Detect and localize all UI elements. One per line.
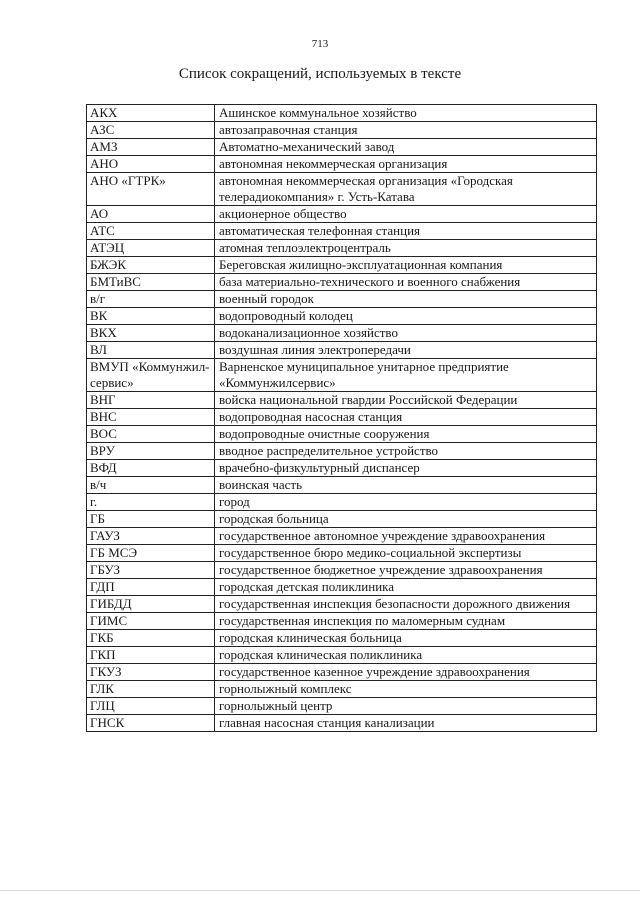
- abbreviation-definition: государственная инспекция безопасности дорожного движения: [215, 596, 597, 613]
- table-row: [87, 426, 597, 443]
- abbreviation-term: ВНС: [87, 409, 215, 426]
- abbreviation-term: ВМУП «Коммунжил-сервис»: [87, 359, 215, 392]
- abbreviation-term: ВК: [87, 308, 215, 325]
- abbreviation-definition: главная насосная станция канализации: [215, 715, 597, 732]
- abbreviation-definition: государственное казенное учреждение здравоохранения: [215, 664, 597, 681]
- abbreviation-definition: автоматическая телефонная станция: [215, 223, 597, 240]
- abbreviation-term: ГАУЗ: [87, 528, 215, 545]
- table-row: [87, 528, 597, 545]
- table-row: [87, 392, 597, 409]
- table-row: [87, 443, 597, 460]
- page-bottom-rule: [0, 890, 640, 891]
- table-row: [87, 630, 597, 647]
- abbreviation-term: АО: [87, 206, 215, 223]
- abbreviation-definition: государственное бюро медико-социальной экспертизы: [215, 545, 597, 562]
- abbreviation-definition: городская клиническая поликлиника: [215, 647, 597, 664]
- table-row: [87, 409, 597, 426]
- abbreviation-term: ГБУЗ: [87, 562, 215, 579]
- table-row: [87, 156, 597, 173]
- abbreviation-definition: воздушная линия электропередачи: [215, 342, 597, 359]
- abbreviation-term: ГЛЦ: [87, 698, 215, 715]
- table-row: [87, 596, 597, 613]
- abbreviation-term: ГКУЗ: [87, 664, 215, 681]
- table-row: [87, 206, 597, 223]
- abbreviation-term: в/г: [87, 291, 215, 308]
- table-row: [87, 291, 597, 308]
- abbreviation-term: ГКБ: [87, 630, 215, 647]
- abbreviation-term: ВНГ: [87, 392, 215, 409]
- abbreviation-definition: вводное распределительное устройство: [215, 443, 597, 460]
- abbreviation-term: ГИМС: [87, 613, 215, 630]
- abbreviation-term: ГКП: [87, 647, 215, 664]
- abbreviation-definition: Автоматно-механический завод: [215, 139, 597, 156]
- page-number: 713: [311, 38, 329, 50]
- table-row: [87, 664, 597, 681]
- abbreviation-term: ГНСК: [87, 715, 215, 732]
- table-row: [87, 460, 597, 477]
- table-row: [87, 681, 597, 698]
- abbreviation-term: АЗС: [87, 122, 215, 139]
- abbreviation-definition: атомная теплоэлектроцентраль: [215, 240, 597, 257]
- abbreviation-term: ГИБДД: [87, 596, 215, 613]
- abbreviation-term: ВФД: [87, 460, 215, 477]
- abbreviation-term: ВОС: [87, 426, 215, 443]
- abbreviation-term: АТЭЦ: [87, 240, 215, 257]
- abbreviation-term: АКХ: [87, 105, 215, 122]
- abbreviation-term: ВЛ: [87, 342, 215, 359]
- abbreviation-definition: город: [215, 494, 597, 511]
- abbreviation-definition: Варненское муниципальное унитарное предприятие «Коммунжилсервис»: [215, 359, 597, 392]
- table-row: [87, 139, 597, 156]
- abbreviation-definition: автономная некоммерческая организация: [215, 156, 597, 173]
- abbreviation-definition: военный городок: [215, 291, 597, 308]
- table-row: [87, 257, 597, 274]
- abbreviation-term: ВКХ: [87, 325, 215, 342]
- abbreviation-definition: автозаправочная станция: [215, 122, 597, 139]
- abbreviation-definition: база материально-технического и военного снабжения: [215, 274, 597, 291]
- abbreviation-term: АНО «ГТРК»: [87, 173, 215, 206]
- table-row: [87, 579, 597, 596]
- abbreviation-definition: горнолыжный комплекс: [215, 681, 597, 698]
- abbreviation-term: ГБ: [87, 511, 215, 528]
- abbreviations-table-body: [87, 105, 597, 732]
- abbreviation-definition: городская клиническая больница: [215, 630, 597, 647]
- abbreviation-definition: воинская часть: [215, 477, 597, 494]
- abbreviations-table: [86, 104, 597, 732]
- abbreviation-term: ГБ МСЭ: [87, 545, 215, 562]
- table-row: [87, 613, 597, 630]
- abbreviation-term: ГЛК: [87, 681, 215, 698]
- abbreviation-definition: горнолыжный центр: [215, 698, 597, 715]
- table-row: [87, 511, 597, 528]
- table-row: [87, 223, 597, 240]
- abbreviation-term: ВРУ: [87, 443, 215, 460]
- table-row: [87, 240, 597, 257]
- table-row: [87, 105, 597, 122]
- abbreviation-definition: водоканализационное хозяйство: [215, 325, 597, 342]
- page-title: Список сокращений, используемых в тексте: [178, 66, 462, 82]
- abbreviation-term: БМТиВС: [87, 274, 215, 291]
- table-row: [87, 477, 597, 494]
- abbreviation-term: в/ч: [87, 477, 215, 494]
- abbreviation-definition: войска национальной гвардии Российской Федерации: [215, 392, 597, 409]
- table-row: [87, 494, 597, 511]
- abbreviation-definition: водопроводные очистные сооружения: [215, 426, 597, 443]
- table-row: [87, 698, 597, 715]
- abbreviation-term: АМЗ: [87, 139, 215, 156]
- abbreviation-definition: врачебно-физкультурный диспансер: [215, 460, 597, 477]
- abbreviation-term: АТС: [87, 223, 215, 240]
- abbreviation-definition: Береговская жилищно-эксплуатационная компания: [215, 257, 597, 274]
- table-row: [87, 342, 597, 359]
- abbreviation-definition: государственная инспекция по маломерным суднам: [215, 613, 597, 630]
- table-row: [87, 173, 597, 206]
- table-row: [87, 647, 597, 664]
- table-row: [87, 359, 597, 392]
- table-row: [87, 122, 597, 139]
- table-row: [87, 545, 597, 562]
- abbreviation-definition: водопроводная насосная станция: [215, 409, 597, 426]
- table-row: [87, 715, 597, 732]
- abbreviation-term: АНО: [87, 156, 215, 173]
- table-row: [87, 325, 597, 342]
- abbreviation-term: г.: [87, 494, 215, 511]
- abbreviation-definition: городская больница: [215, 511, 597, 528]
- abbreviation-definition: государственное автономное учреждение здравоохранения: [215, 528, 597, 545]
- table-row: [87, 308, 597, 325]
- abbreviation-term: ГДП: [87, 579, 215, 596]
- abbreviation-definition: водопроводный колодец: [215, 308, 597, 325]
- abbreviation-definition: Ашинское коммунальное хозяйство: [215, 105, 597, 122]
- table-row: [87, 274, 597, 291]
- abbreviation-definition: автономная некоммерческая организация «Городская телерадиокомпания» г. Усть-Катава: [215, 173, 597, 206]
- abbreviation-definition: городская детская поликлиника: [215, 579, 597, 596]
- abbreviation-definition: государственное бюджетное учреждение здравоохранения: [215, 562, 597, 579]
- table-row: [87, 562, 597, 579]
- abbreviation-term: БЖЭК: [87, 257, 215, 274]
- abbreviation-definition: акционерное общество: [215, 206, 597, 223]
